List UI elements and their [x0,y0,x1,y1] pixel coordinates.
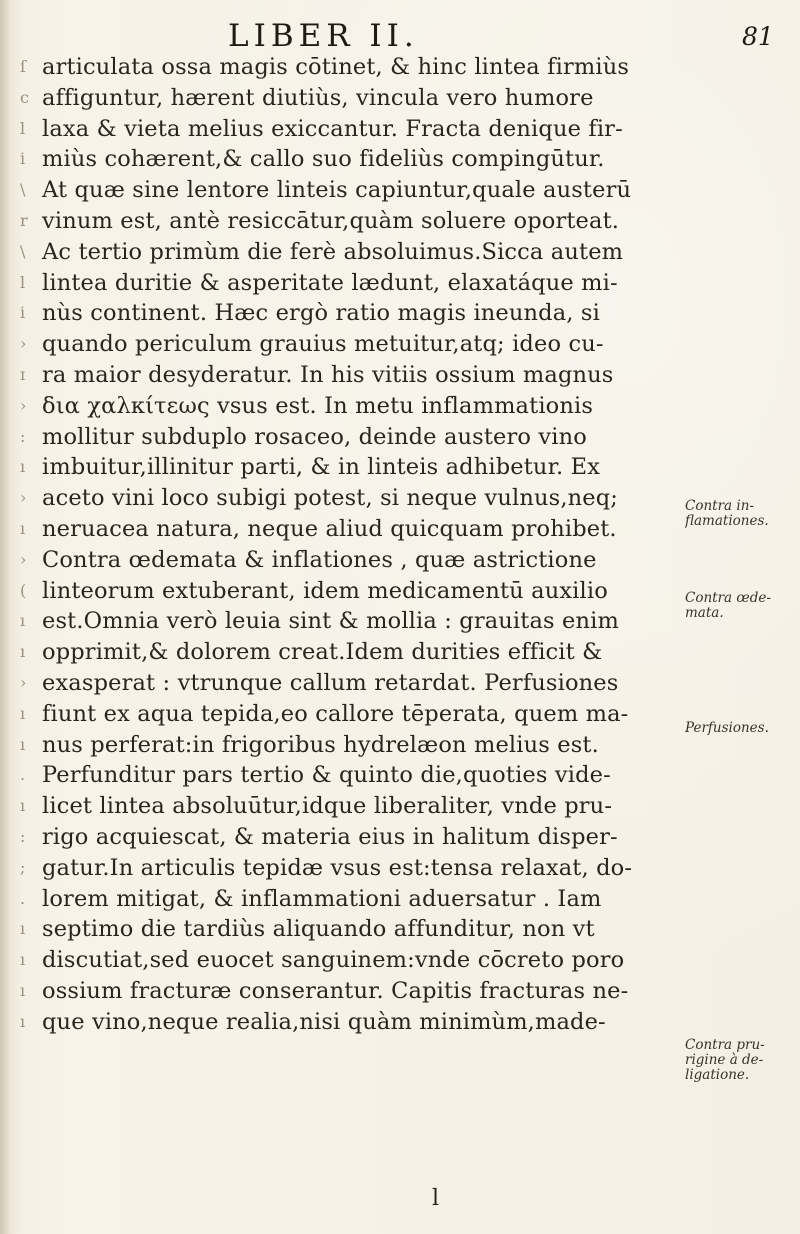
text-line [20,606,685,637]
bleed-through-mark: : [20,826,26,846]
text-line [20,114,685,145]
text-line [20,945,685,976]
text-line [20,760,685,791]
margin-note-line: mata. [685,605,724,621]
text-line-content: nùs continent. Hæc ergò ratio magis ineunda, si [42,300,600,327]
text-line-content: affiguntur, hærent diutiùs, vincula vero humore [42,84,594,111]
text-line [20,483,685,514]
text-line [20,144,685,175]
bleed-through-mark: l [20,272,26,292]
margin-note-line: Contra in- [685,499,754,514]
text-line [20,83,685,114]
text-line-content: linteorum extuberant, idem medicamentū auxilio [42,577,608,604]
text-line [20,576,685,607]
text-line [20,329,685,360]
page-number: 81 [742,22,774,51]
text-line-content: quando periculum grauius metuitur,atq; ideo cu- [42,331,604,358]
text-line [20,452,685,483]
margin-note-line: rigine à de- [685,1052,764,1068]
text-line-content: est.Omnia verò leuia sint & mollia : grauitas enim [42,608,619,635]
text-line [20,699,685,730]
text-line [20,791,685,822]
bleed-through-mark: i [20,149,26,169]
bleed-through-mark: ı [20,703,26,723]
bleed-through-mark: › [20,549,27,569]
bleed-through-mark: ı [20,980,26,1000]
bleed-through-mark: c [20,87,30,107]
text-line-content: exasperat : vtrunque callum retardat. Perfusiones [42,669,619,696]
bleed-through-mark: ı [20,611,26,631]
text-line-content: rigo acquiescat, & materia eius in halitum disper- [42,823,618,850]
text-line [20,206,685,237]
text-line-content: gatur.In articulis tepidæ vsus est:tensa relaxat, do- [42,854,633,881]
text-line-content: vinum est, antè resiccātur,quàm soluere oporteat. [42,207,620,234]
text-line [20,268,685,299]
bleed-through-mark: l [20,118,26,138]
main-text-block [20,52,685,1038]
bleed-through-mark: ɪ [20,364,26,384]
margin-note-line: Contra œde- [685,591,771,606]
running-title: LIBER II. [228,18,419,54]
bleed-through-mark: › [20,334,27,354]
bleed-through-mark: \ [20,180,26,200]
text-line-content: discutiat,sed euocet sanguinem:vnde cōcreto poro [42,947,625,974]
text-line [20,1007,685,1038]
text-line [20,52,685,83]
page-gutter-shadow [0,0,10,1234]
bleed-through-mark: ı [20,796,26,816]
margin-note-line: flamationes. [685,513,769,529]
text-line-content: imbuitur,illinitur parti, & in linteis adhibetur. Ex [42,454,601,481]
text-line-content: septimo die tardiùs aliquando affunditur, non vt [42,916,595,943]
text-line [20,914,685,945]
margin-note [685,591,797,621]
text-line-content: nus perferat:in frigoribus hydrelæon melius est. [42,731,599,758]
margin-note-line: ligatione. [685,1067,750,1083]
bleed-through-mark: r [20,210,28,230]
text-line [20,391,685,422]
bleed-through-mark: ı [20,457,26,477]
bleed-through-mark: › [20,672,27,692]
margin-note-line: Contra pru- [685,1038,765,1053]
text-line [20,545,685,576]
text-line-content: δια χαλκίτεως vsus est. In metu inflammationis [42,392,594,419]
text-line-content: articulata ossa magis cōtinet, & hinc lintea firmiùs [42,54,630,80]
bleed-through-mark: ı [20,919,26,939]
text-line [20,637,685,668]
text-line-content: opprimit,& dolorem creat.Idem durities efficit & [42,639,603,666]
text-line [20,884,685,915]
margin-note-line: Perfusiones. [685,721,769,736]
text-line-content: mollitur subduplo rosaceo, deinde austero vino [42,423,587,450]
catchword: l [432,1186,440,1211]
text-line-content: ra maior desyderatur. In his vitiis ossium magnus [42,361,614,388]
text-line-content: fiunt ex aqua tepida,eo callore tēperata, quem ma- [42,700,629,727]
text-line [20,730,685,761]
text-line-content: que vino,neque realia,nisi quàm minimùm,made- [42,1008,606,1035]
text-line-content: At quæ sine lentore linteis capiuntur,quale austerū [42,177,632,204]
text-line [20,422,685,453]
bleed-through-mark: ı [20,642,26,662]
bleed-through-mark: . [20,765,26,785]
text-line [20,298,685,329]
bleed-through-mark: ( [20,580,27,600]
text-line-content: licet lintea absoluūtur,idque liberaliter, vnde pru- [42,793,613,820]
bleed-through-mark: ı [20,1011,26,1031]
text-line-content: neruacea natura, neque aliud quicquam prohibet. [42,515,617,542]
bleed-through-mark: i [20,303,26,323]
bleed-through-mark: › [20,395,27,415]
text-line [20,175,685,206]
text-line [20,360,685,391]
text-line [20,237,685,268]
text-line-content: Contra œdemata & inflationes , quæ astrictione [42,546,597,573]
margin-note [685,1038,797,1083]
bleed-through-mark: : [20,426,26,446]
text-line-content: ossium fracturæ conserantur. Capitis fracturas ne- [42,977,629,1004]
text-line-content: Perfunditur pars tertio & quinto die,quoties vide- [42,762,611,789]
text-line-content: lintea duritie & asperitate lædunt, elaxatáque mi- [42,269,618,296]
bleed-through-mark: ; [20,857,26,877]
text-line [20,668,685,699]
bleed-through-mark: ı [20,734,26,754]
text-line-content: laxa & vieta melius exiccantur. Fracta denique fir- [42,115,623,142]
bleed-through-mark: ſ [20,57,27,76]
bleed-through-mark: ı [20,518,26,538]
bleed-through-mark: \ [20,241,26,261]
bleed-through-mark: ı [20,950,26,970]
text-line-content: aceto vini loco subigi potest, si neque vulnus,neq; [42,485,619,512]
text-line [20,976,685,1007]
text-line [20,853,685,884]
text-line-content: Ac tertio primùm die ferè absoluimus.Sicca autem [42,238,624,265]
text-line-content: lorem mitigat, & inflammationi aduersatur . Iam [42,885,602,912]
margin-note [685,721,797,736]
bleed-through-mark: . [20,888,26,908]
text-line [20,822,685,853]
bleed-through-mark: › [20,488,27,508]
text-line [20,514,685,545]
text-line-content: miùs cohærent,& callo suo fideliùs compingūtur. [42,146,605,173]
margin-note [685,499,797,529]
